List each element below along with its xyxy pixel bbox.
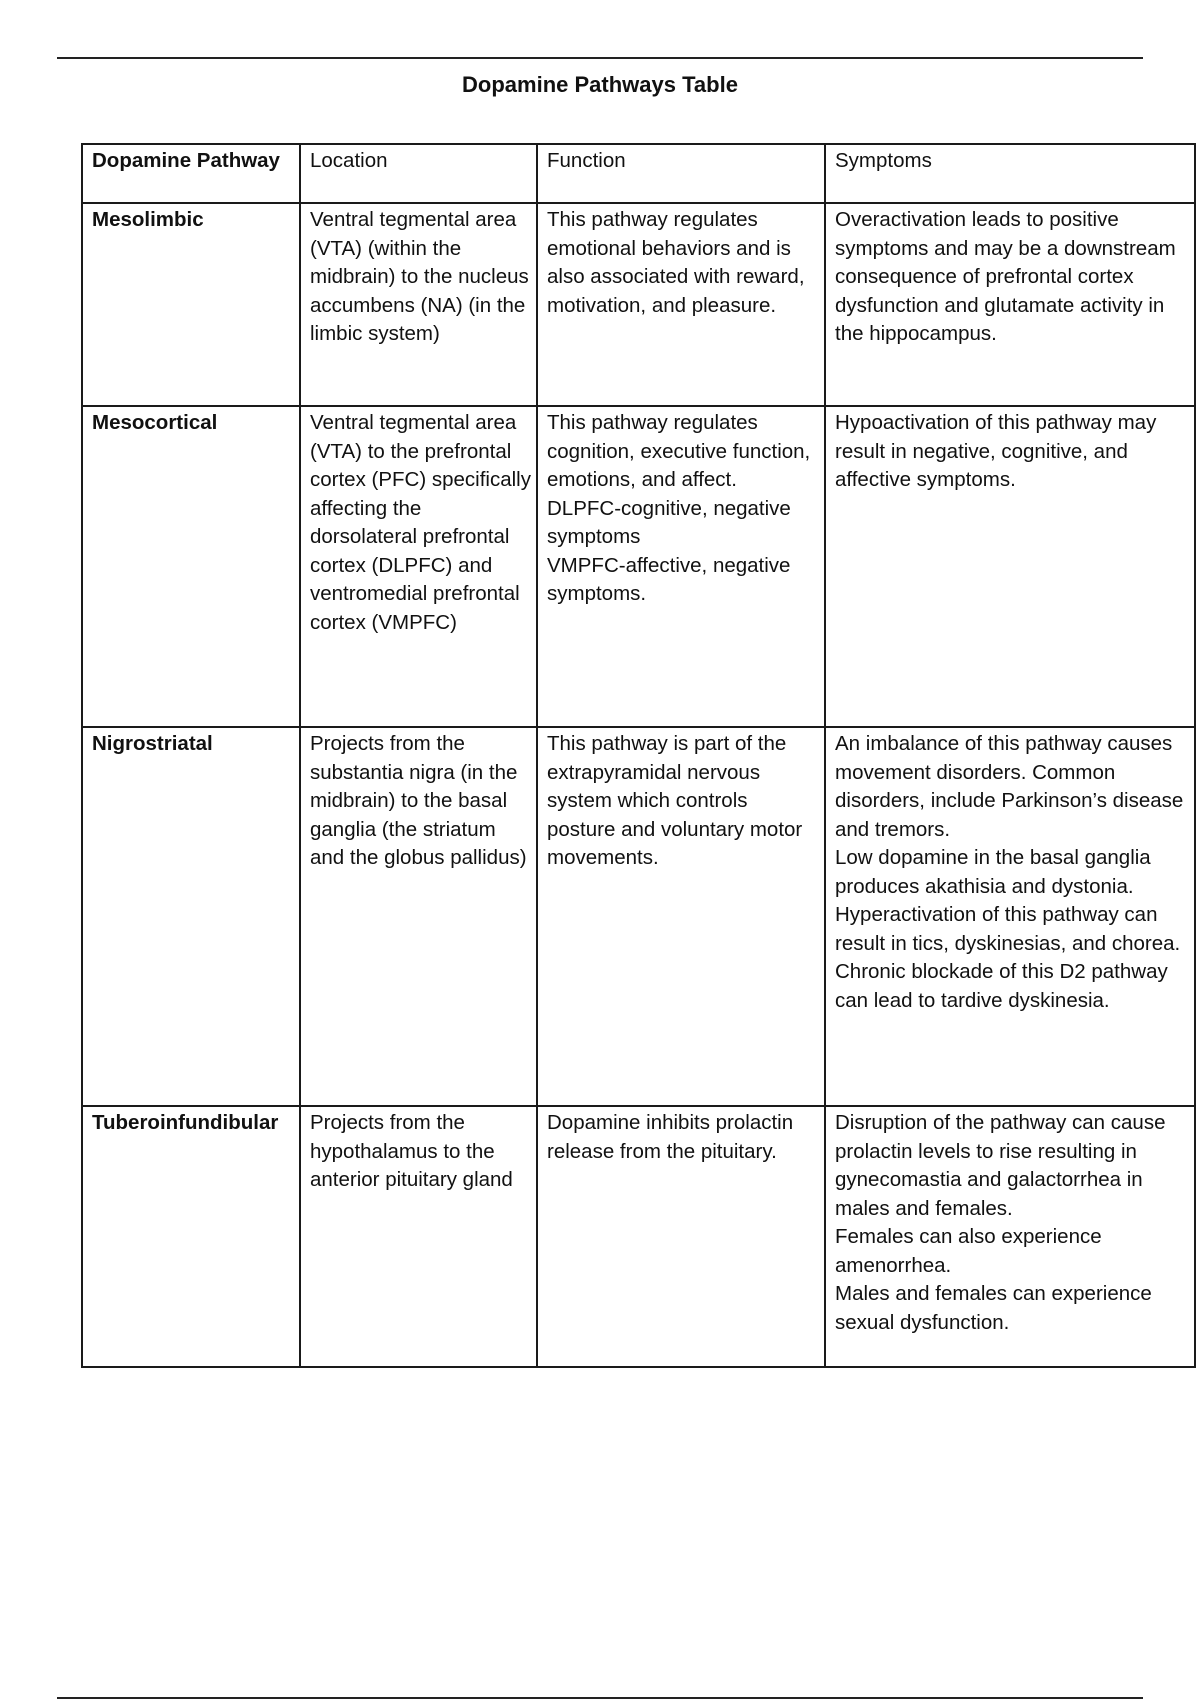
- pathway-cell: Nigrostriatal: [82, 727, 300, 1106]
- column-header-pathway: Dopamine Pathway: [82, 144, 300, 203]
- table-row-mesolimbic: [82, 203, 1195, 406]
- pathway-cell: Tuberoinfundibular: [82, 1106, 300, 1367]
- column-header-symptoms: Symptoms: [825, 144, 1195, 203]
- function-cell: This pathway regulates cognition, executive function, emotions, and affect. DLPFC-cognitive, negative symptoms VMPFC-affective, negative symptoms.: [537, 406, 825, 727]
- footer-rule: [57, 1697, 1143, 1699]
- pathway-cell: Mesolimbic: [82, 203, 300, 406]
- location-cell: Projects from the substantia nigra (in the midbrain) to the basal ganglia (the striatum and the globus pallidus): [300, 727, 537, 1106]
- function-cell: Dopamine inhibits prolactin release from the pituitary.: [537, 1106, 825, 1367]
- table-header-row: [82, 144, 1195, 203]
- pathway-cell: Mesocortical: [82, 406, 300, 727]
- location-cell: Projects from the hypothalamus to the anterior pituitary gland: [300, 1106, 537, 1367]
- symptoms-cell: Disruption of the pathway can cause prolactin levels to rise resulting in gynecomastia and galactorrhea in males and females. Females can also experience amenorrhea. Males and females can experience sexual dysfunction.: [825, 1106, 1195, 1367]
- header-rule: [57, 57, 1143, 59]
- symptoms-cell: Hypoactivation of this pathway may result in negative, cognitive, and affective symptoms.: [825, 406, 1195, 727]
- table-row-tuberoinfundibular: [82, 1106, 1195, 1367]
- location-cell: Ventral tegmental area (VTA) to the prefrontal cortex (PFC) specifically affecting the dorsolateral prefrontal cortex (DLPFC) and ventromedial prefrontal cortex (VMPFC): [300, 406, 537, 727]
- function-cell: This pathway regulates emotional behaviors and is also associated with reward, motivation, and pleasure.: [537, 203, 825, 406]
- dopamine-pathways-table: [81, 143, 1196, 1368]
- symptoms-cell: An imbalance of this pathway causes movement disorders. Common disorders, include Parkinson’s disease and tremors. Low dopamine in the basal ganglia produces akathisia and dystonia. Hyperactivation of this pathway can result in tics, dyskinesias, and chorea. Chronic blockade of this D2 pathway can lead to tardive dyskinesia.: [825, 727, 1195, 1106]
- document-title: Dopamine Pathways Table: [462, 72, 738, 97]
- column-header-function: Function: [537, 144, 825, 203]
- column-header-location: Location: [300, 144, 537, 203]
- symptoms-cell: Overactivation leads to positive symptoms and may be a downstream consequence of prefrontal cortex dysfunction and glutamate activity in the hippocampus.: [825, 203, 1195, 406]
- function-cell: This pathway is part of the extrapyramidal nervous system which controls posture and voluntary motor movements.: [537, 727, 825, 1106]
- location-cell: Ventral tegmental area (VTA) (within the midbrain) to the nucleus accumbens (NA) (in the limbic system): [300, 203, 537, 406]
- table-row-mesocortical: [82, 406, 1195, 727]
- table-row-nigrostriatal: [82, 727, 1195, 1106]
